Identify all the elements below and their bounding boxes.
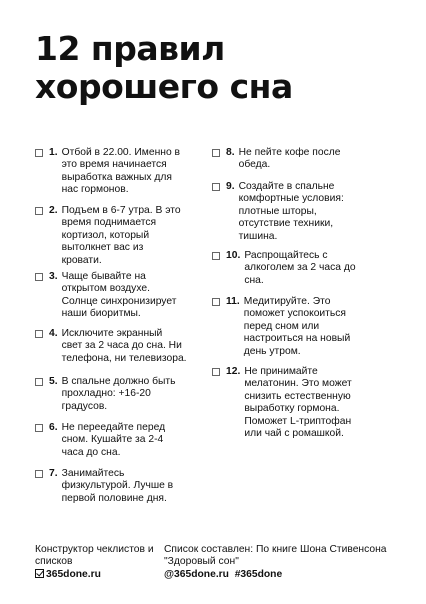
rule-number: 4. xyxy=(49,328,58,339)
rule-text: Не принимайте мелатонин. Это может снизить естественную выработку гормона. Поможет L-триптофан или чай с ромашкой. xyxy=(244,366,352,440)
rule-number: 5. xyxy=(49,376,58,387)
footer-left-line-1: Конструктор чеклистов и xyxy=(35,544,154,555)
rule-item-6[interactable] xyxy=(35,422,194,459)
rule-number: 1. xyxy=(49,147,58,158)
rule-text: Распрощайтесь с алкоголем за 2 часа до сна. xyxy=(244,250,356,286)
rule-text: Чаще бывайте на открытом воздухе. Солнце синхронизирует наши биоритмы. xyxy=(61,271,177,320)
rule-text: Создайте в спальне комфортные условия: плотные шторы, отсутствие техники, тишина. xyxy=(238,181,344,242)
footer-left-line-2: списков xyxy=(35,556,73,568)
checkbox[interactable] xyxy=(35,330,43,338)
rule-number: 11. xyxy=(226,296,240,307)
rule-number: 12. xyxy=(226,366,241,377)
rule-item-5[interactable] xyxy=(35,376,194,413)
rule-item-7[interactable] xyxy=(35,468,194,505)
checkbox[interactable] xyxy=(212,183,220,191)
rule-item-8[interactable] xyxy=(212,147,367,172)
rule-item-11[interactable] xyxy=(212,296,372,358)
checkbox[interactable] xyxy=(35,470,43,478)
rule-number: 8. xyxy=(226,147,235,158)
footer-right-line-1: Список составлен: По книге Шона Стивенсона xyxy=(164,544,387,555)
footer-brand-link[interactable] xyxy=(35,569,154,581)
rule-number: 3. xyxy=(49,271,58,282)
rule-text: Не переедайте перед сном. Кушайте за 2-4 часа до сна. xyxy=(61,422,166,458)
checkbox[interactable] xyxy=(212,298,220,306)
checkbox[interactable] xyxy=(35,424,43,432)
rule-number: 2. xyxy=(49,205,58,216)
rule-text: Не пейте кофе после обеда. xyxy=(238,147,341,171)
rule-item-12[interactable] xyxy=(212,366,372,440)
checkbox[interactable] xyxy=(212,149,220,157)
rule-number: 6. xyxy=(49,422,58,433)
checkbox[interactable] xyxy=(35,273,43,281)
checkbox[interactable] xyxy=(35,207,43,215)
rule-item-1[interactable] xyxy=(35,147,194,197)
checkbox[interactable] xyxy=(35,149,43,157)
checkbox[interactable] xyxy=(35,378,43,386)
rule-text: Медитируйте. Это поможет успокоиться перед сном или настроиться на новый день утром. xyxy=(243,296,351,357)
rule-item-3[interactable] xyxy=(35,271,194,321)
footer-brand-text: 365done.ru xyxy=(46,568,101,580)
rule-text: Подъем в 6-7 утра. В это время поднимается кортизол, который вытолкнет вас из кровати. xyxy=(61,205,181,266)
rule-number: 7. xyxy=(49,468,58,479)
rule-item-10[interactable] xyxy=(212,250,372,287)
title-line-2: хорошего сна xyxy=(35,67,293,106)
rule-item-4[interactable] xyxy=(35,328,194,365)
rule-text: Отбой в 22.00. Именно в это время начинается выработка важных для нас гормонов. xyxy=(61,147,181,196)
page-title xyxy=(35,30,293,106)
rule-item-9[interactable] xyxy=(212,181,367,243)
rule-item-2[interactable] xyxy=(35,205,194,267)
rule-number: 9. xyxy=(226,181,235,192)
rule-text: В спальне должно быть прохладно: +16-20 градусов. xyxy=(61,376,176,412)
footer-left xyxy=(35,544,154,581)
rule-text: Исключите экранный свет за 2 часа до сна. Ни телефона, ни телевизора. xyxy=(61,328,187,364)
footer-social-tags[interactable]: @365done.ru #365done xyxy=(164,568,283,580)
rule-number: 10. xyxy=(226,250,241,261)
checkbox[interactable] xyxy=(212,368,220,376)
rule-text: Занимайтесь физкультурой. Лучше в первой половине дня. xyxy=(61,468,174,504)
footer-right-line-2: "Здоровый сон" xyxy=(164,556,239,568)
title-line-1: 12 правил xyxy=(35,29,225,68)
checkbox[interactable] xyxy=(212,252,220,260)
checkmark-icon xyxy=(35,569,44,578)
footer-right xyxy=(164,544,387,581)
